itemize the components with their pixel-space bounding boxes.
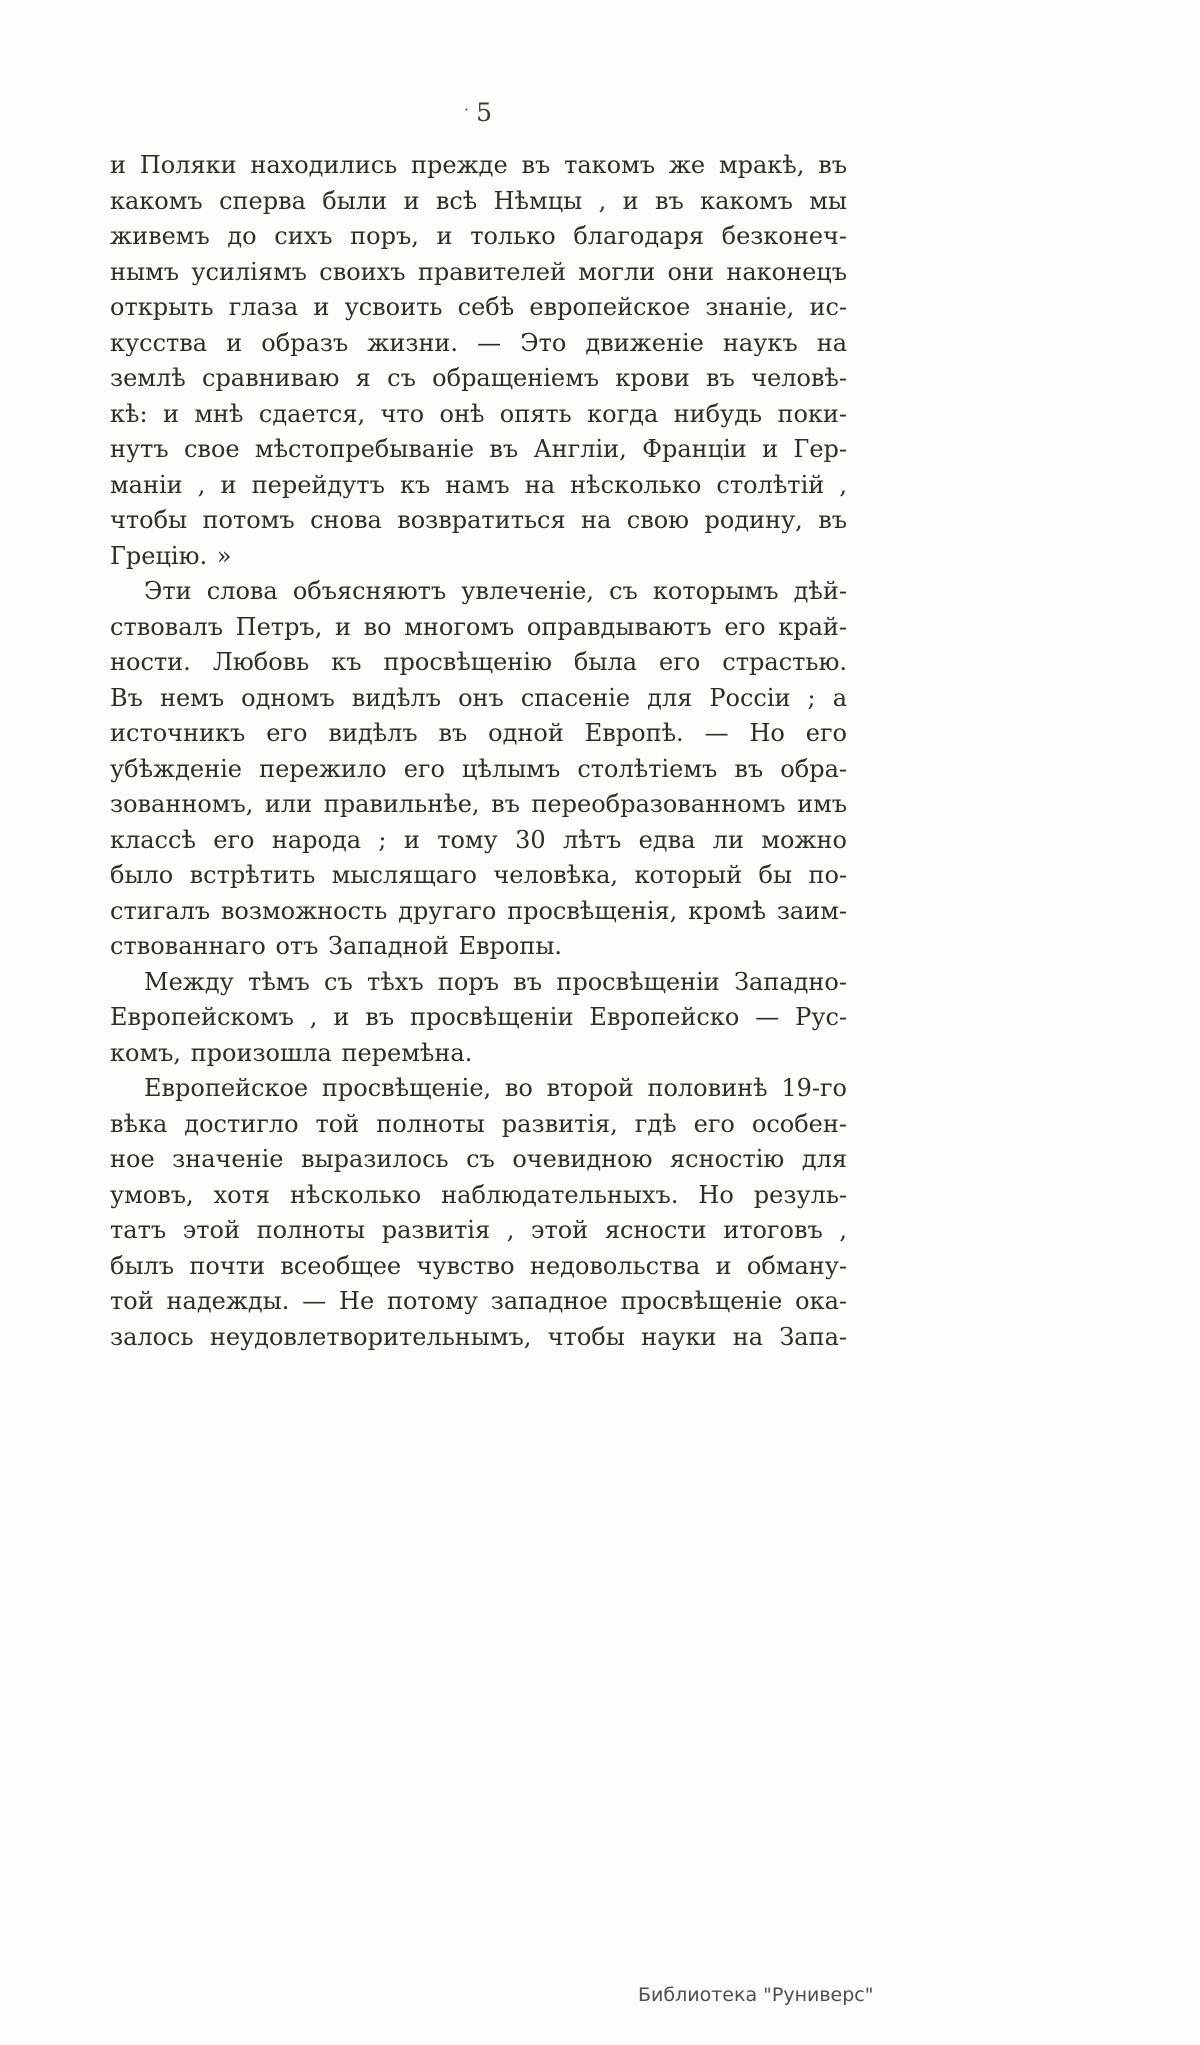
text-line: стигалъ возможность другаго просвѣщенія, кромѣ заим- [110, 896, 847, 925]
text-line: маніи , и перейдутъ къ намъ на нѣсколько столѣтій , [110, 470, 847, 499]
text-line: открыть глаза и усвоить себѣ европейское знаніе, ис- [110, 293, 847, 321]
text-line: классѣ его народа ; и тому 30 лѣтъ едва ли можно [110, 825, 847, 854]
text-line: ности. Любовь къ просвѣщенію была его страстью. [110, 648, 847, 676]
text-line: Европейское просвѣщеніе, во второй половинѣ 19-го [144, 1074, 847, 1102]
page-number-value: 5 [476, 98, 493, 127]
text-line: вѣка достигло той полноты развитія, гдѣ его особен- [110, 1109, 847, 1138]
text-line: какомъ сперва были и всѣ Нѣмцы , и въ какомъ мы [110, 186, 847, 215]
text-line: залось неудовлетворительнымъ, чтобы науки на Запа- [110, 1322, 847, 1351]
text-line: татъ этой полноты развитія , этой ясности итоговъ , [110, 1216, 847, 1244]
text-line: Грецію. » [110, 541, 232, 570]
page-number [110, 98, 847, 127]
text-line: убѣжденіе пережило его цѣлымъ столѣтіемъ въ обра- [110, 754, 847, 783]
text-line: живемъ до сихъ поръ, и только благодаря безконеч- [110, 222, 847, 250]
text-line: той надежды. — Не потому западное просвѣщеніе ока- [110, 1287, 847, 1315]
text-line: и Поляки находились прежде въ такомъ же мракѣ, въ [110, 151, 847, 179]
text-block [110, 148, 847, 1355]
text-line: былъ почти всеобщее чувство недовольства и обману- [110, 1251, 847, 1280]
text-line: чтобы потомъ снова возвратиться на свою родину, въ [110, 506, 847, 534]
text-line: Эти слова объясняютъ увлеченіе, съ которымъ дѣй- [144, 577, 847, 605]
text-line: комъ, произошла перемѣна. [110, 1038, 473, 1067]
text-line: Въ немъ одномъ видѣлъ онъ спасеніе для Россіи ; а [110, 683, 847, 712]
text-line: было встрѣтить мыслящаго человѣка, который бы по- [110, 861, 847, 889]
text-line: ствовалъ Петръ, и во многомъ оправдываютъ его край- [110, 612, 847, 641]
text-line: землѣ сравниваю я съ обращеніемъ крови въ человѣ- [110, 364, 847, 392]
text-line: Между тѣмъ съ тѣхъ поръ въ просвѣщеніи Западно- [144, 967, 847, 996]
library-watermark: Библиотека "Руниверс" [638, 1984, 874, 2006]
text-line: ное значеніе выразилось съ очевидною ясностію для [110, 1145, 847, 1173]
text-line: нутъ свое мѣстопребываніе въ Англіи, Франціи и Гер- [110, 435, 847, 463]
text-line: кусства и образъ жизни. — Это движеніе наукъ на [110, 328, 847, 357]
text-line: Европейскомъ , и въ просвѣщеніи Европейско — Рус- [110, 1003, 847, 1031]
text-line: нымъ усиліямъ своихъ правителей могли они наконецъ [110, 257, 847, 286]
text-line: умовъ, хотя нѣсколько наблюдательныхъ. Но резуль- [110, 1180, 847, 1209]
text-line: кѣ: и мнѣ сдается, что онѣ опять когда нибудь поки- [110, 399, 847, 428]
text-line: источникъ его видѣлъ въ одной Европѣ. — Но его [110, 719, 847, 747]
page-number-mark: · [464, 100, 471, 119]
text-line: ствованнаго отъ Западной Европы. [110, 932, 563, 960]
text-line: зованномъ, или правильнѣе, въ переобразованномъ имъ [110, 790, 847, 818]
